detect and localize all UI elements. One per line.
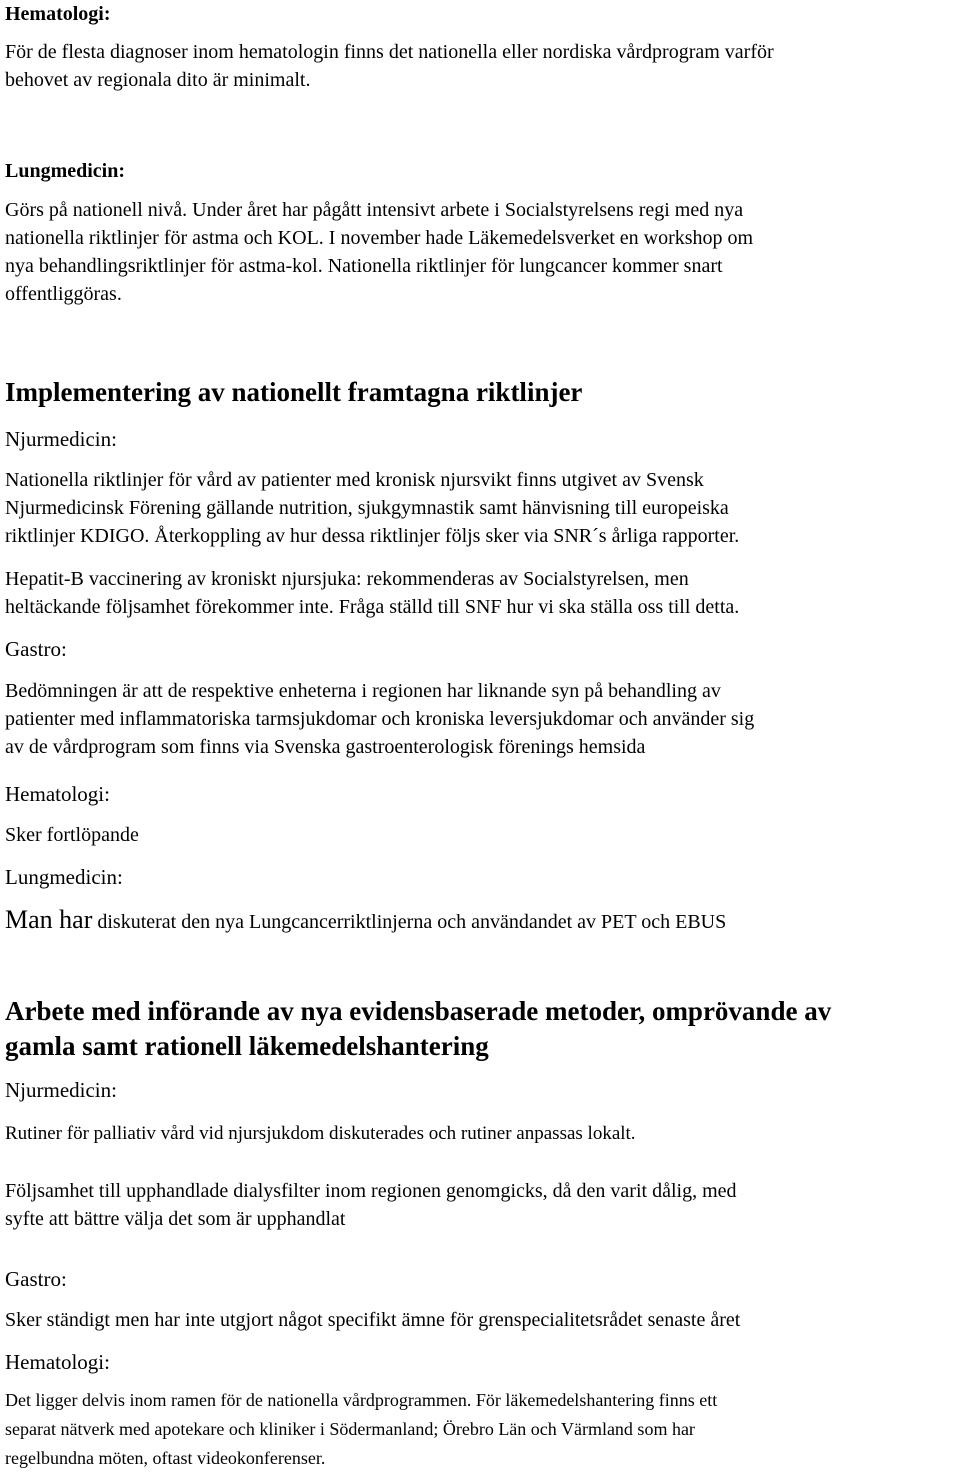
text-line: heltäckande följsamhet förekommer inte. Fråga ställd till SNF hur vi ska ställa oss till detta. [5, 596, 740, 618]
text-line: nationella riktlinjer för astma och KOL. I november hade Läkemedelsverket en workshop om [5, 227, 754, 249]
njurmedicin-paragraph-2 [5, 565, 739, 621]
text-line: diskuterat den nya Lungcancerriktlinjerna och användandet av PET och EBUS [92, 911, 727, 933]
njurmedicin-paragraph-1 [5, 466, 739, 550]
arbete-title [5, 994, 831, 1064]
hematologi-heading-1: Hematologi: [5, 3, 111, 25]
text-line: riktlinjer KDIGO. Återkoppling av hur dessa riktlinjer följs sker via SNR´s årliga rapporter. [5, 525, 740, 547]
text-line: syfte att bättre välja det som är upphandlat [5, 1208, 346, 1230]
text-line: Görs på nationell nivå. Under året har pågått intensivt arbete i Socialstyrelsens regi med nya [5, 199, 744, 221]
text-line: behovet av regionala dito är minimalt. [5, 69, 311, 91]
text-line: separat nätverk med apotekare och kliniker i Södermanland; Örebro Län och Värmland som har [5, 1419, 695, 1439]
text-line: Det ligger delvis inom ramen för de nationella vårdprogrammen. För läkemedelshantering finns ett [5, 1390, 718, 1410]
gastro-paragraph-2: Sker ständigt men har inte utgjort något specifikt ämne för grenspecialitetsrådet senaste året [5, 1309, 741, 1331]
title-line: gamla samt rationell läkemedelshantering [5, 1031, 489, 1061]
text-line: Njurmedicinsk Förening gällande nutrition, sjukgymnastik samt hänvisning till europeiska [5, 497, 729, 519]
njurmedicin-label-2: Njurmedicin: [5, 1078, 117, 1102]
title-line: Arbete med införande av nya evidensbaserade metoder, omprövande av [5, 996, 832, 1026]
lungmedicin-paragraph-1 [5, 196, 753, 308]
text-line: regelbundna möten, oftast videokonferenser. [5, 1448, 326, 1468]
gastro-label-1: Gastro: [5, 637, 67, 661]
text-line: offentliggöras. [5, 283, 122, 305]
hematologi-paragraph-1 [5, 38, 774, 94]
text-line: Följsamhet till upphandlade dialysfilter inom regionen genomgicks, då den varit dålig, med [5, 1180, 737, 1202]
gastro-paragraph-1 [5, 677, 754, 761]
hematologi-paragraph-2: Sker fortlöpande [5, 824, 139, 846]
text-line: Nationella riktlinjer för vård av patienter med kronisk njursvikt finns utgivet av Svensk [5, 469, 704, 491]
text-line: Bedömningen är att de respektive enheterna i regionen har liknande syn på behandling av [5, 680, 721, 702]
text-large-lead: Man har [5, 905, 93, 934]
hematologi-label-3: Hematologi: [5, 1350, 110, 1374]
text-line: nya behandlingsriktlinjer för astma-kol. Nationella riktlinjer för lungcancer kommer snart [5, 255, 723, 277]
implementering-title: Implementering av nationellt framtagna riktlinjer [5, 377, 583, 407]
text-line: av de vårdprogram som finns via Svenska gastroenterologisk förenings hemsida [5, 736, 646, 758]
gastro-label-2: Gastro: [5, 1267, 67, 1291]
hematologi-label-2: Hematologi: [5, 782, 110, 806]
lungmedicin-label-2: Lungmedicin: [5, 865, 123, 889]
njurmedicin-label-1: Njurmedicin: [5, 427, 117, 451]
lungmedicin-paragraph-2 [5, 906, 726, 936]
text-line: För de flesta diagnoser inom hematologin finns det nationella eller nordiska vårdprogram varför [5, 41, 774, 63]
lungmedicin-heading-1: Lungmedicin: [5, 160, 126, 182]
njurmedicin-paragraph-3: Rutiner för palliativ vård vid njursjukdom diskuterades och rutiner anpassas lokalt. [5, 1123, 636, 1144]
text-line: Hepatit-B vaccinering av kroniskt njursjuka: rekommenderas av Socialstyrelsen, men [5, 568, 689, 590]
njurmedicin-paragraph-4 [5, 1177, 737, 1233]
hematologi-paragraph-3 [5, 1386, 717, 1473]
text-line: patienter med inflammatoriska tarmsjukdomar och kroniska leversjukdomar och använder sig [5, 708, 755, 730]
